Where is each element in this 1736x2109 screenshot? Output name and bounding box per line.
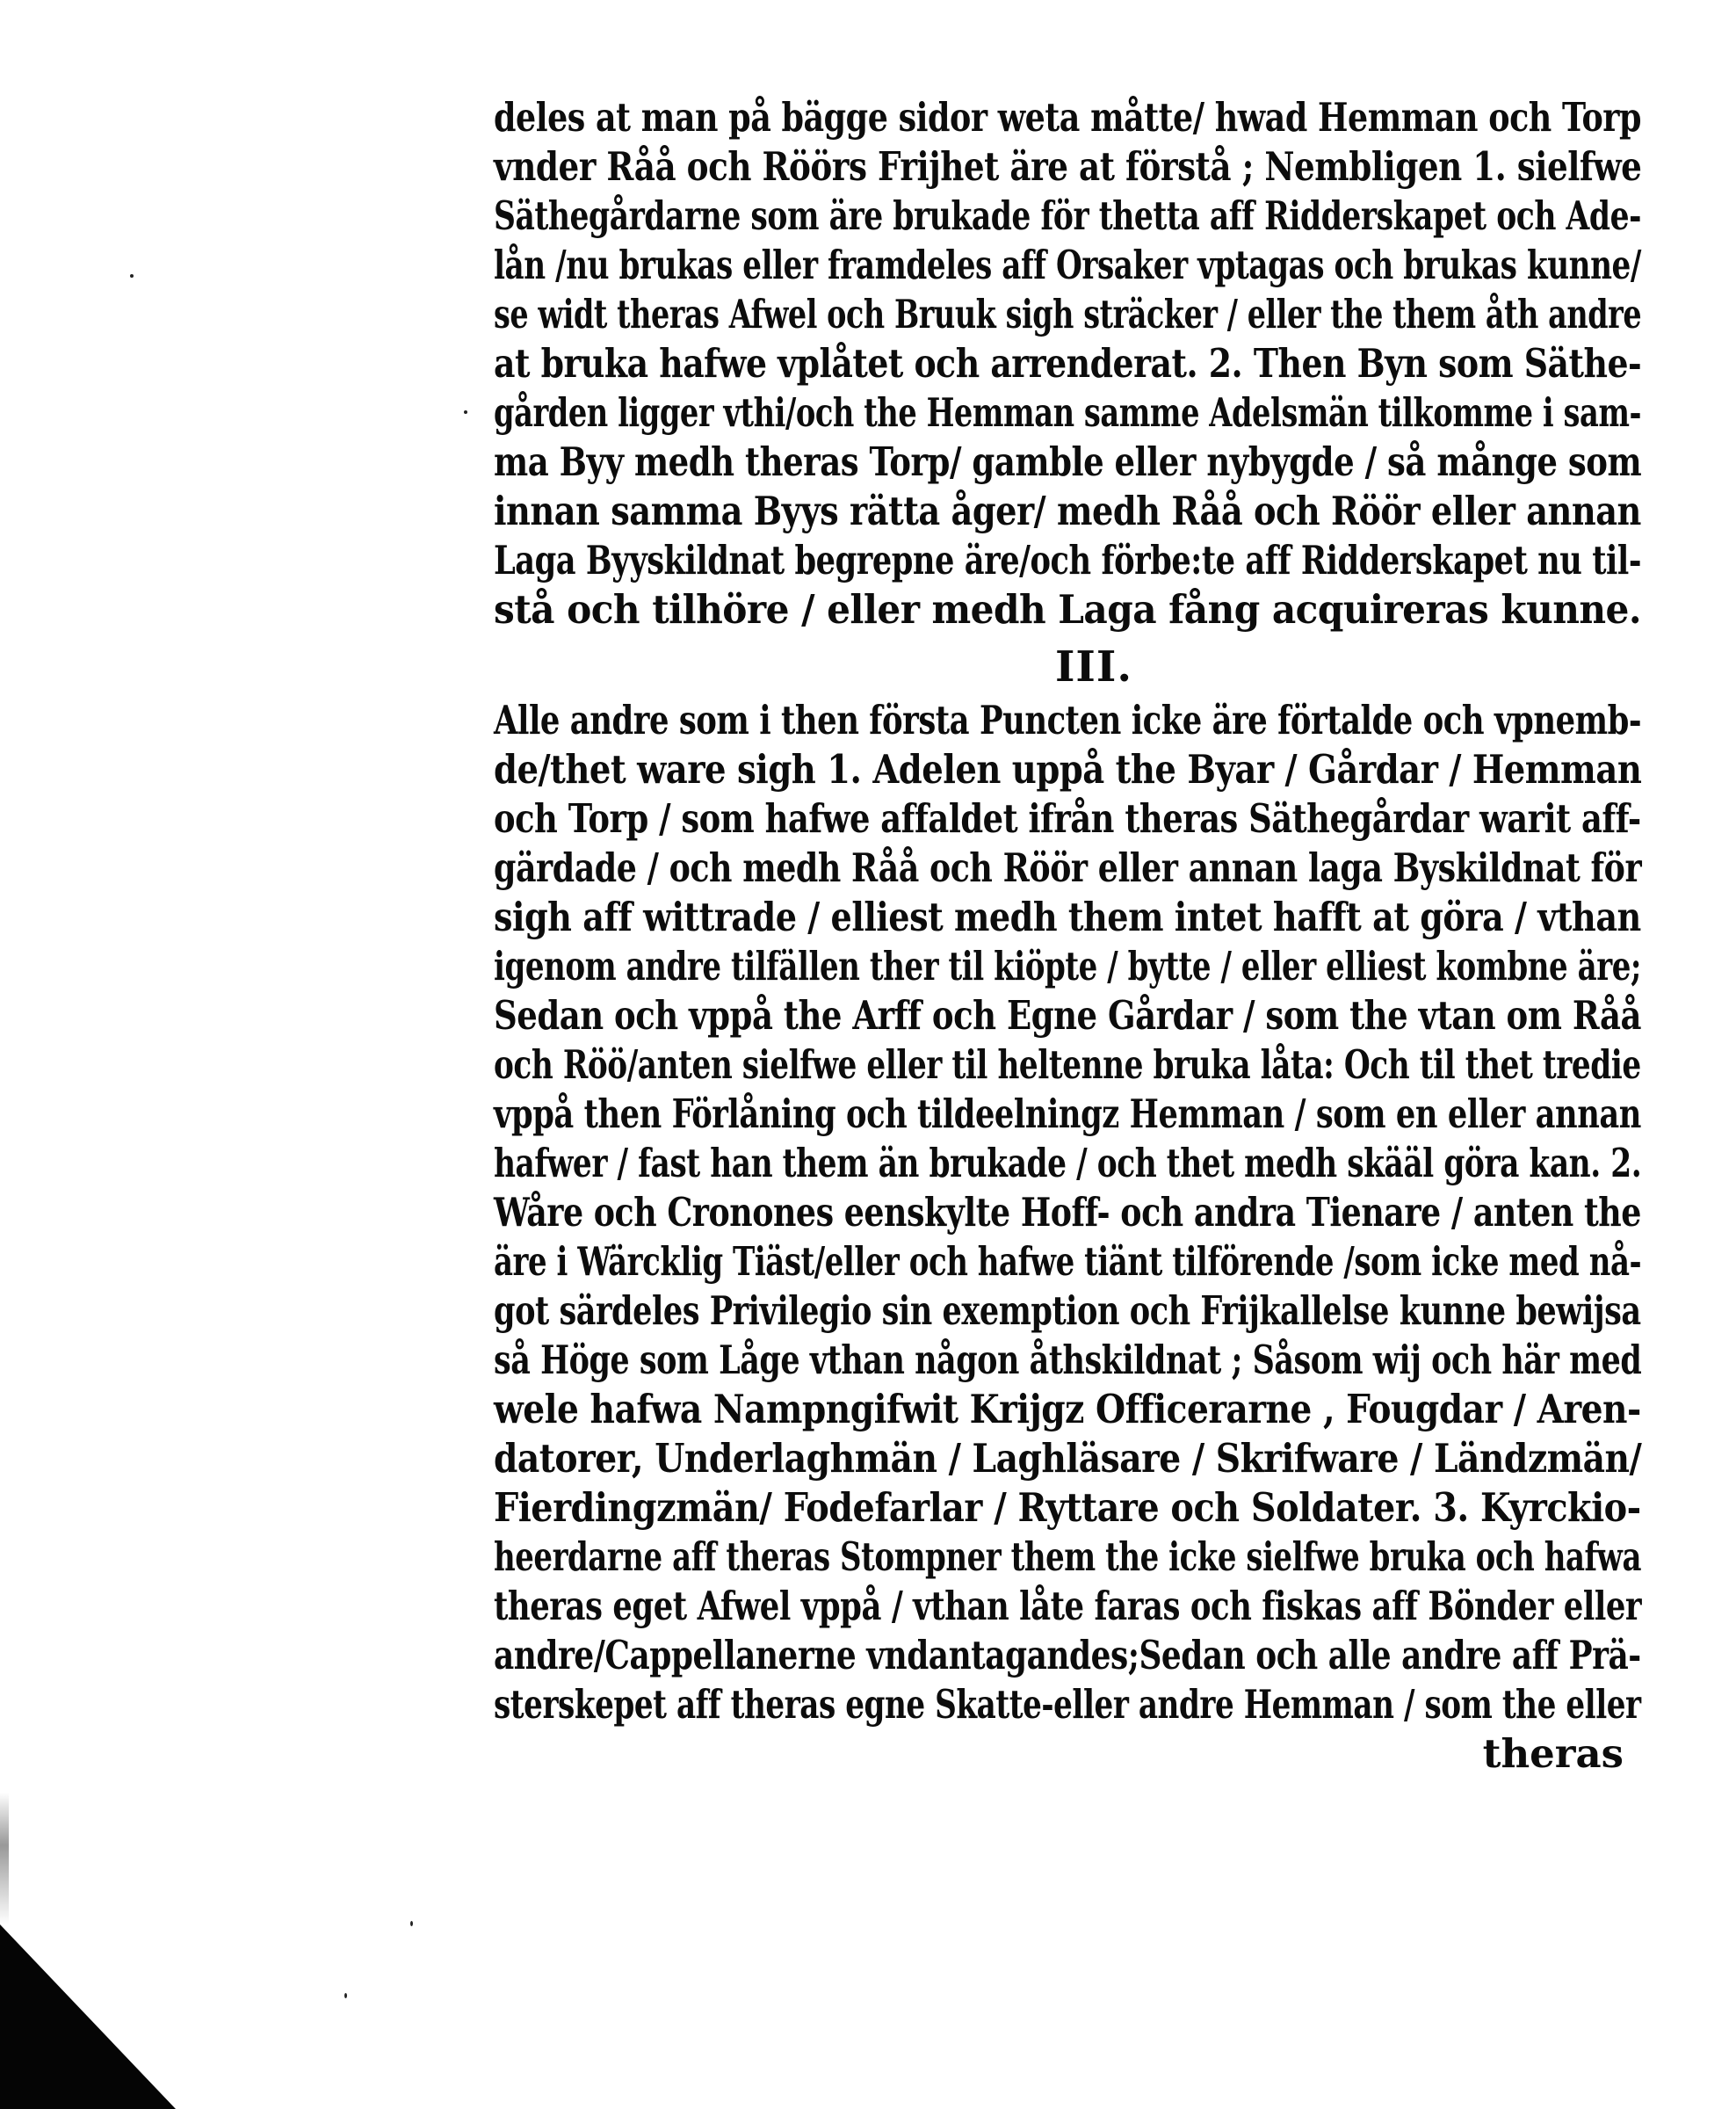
text-line: Sedan och vppå the Arff och Egne Gårdar / som the vtan om Råå xyxy=(494,992,1641,1039)
text-line: Laga Byyskildnat begrepne äre/och förbe:te aff Ridderskapet nu til- xyxy=(494,537,1641,583)
text-line: Wåre och Cronones eenskylte Hoff- och andra Tienare / anten the xyxy=(494,1189,1641,1236)
text-line: hafwer / fast han them än brukade / och thet medh skääl göra kan. 2. xyxy=(494,1140,1642,1186)
text-line: igenom andre tilfällen ther til kiöpte / bytte / eller elliest kombne äre; xyxy=(494,943,1642,989)
text-line: got särdeles Privilegio sin exemption och Frijkallelse kunne bewijsa xyxy=(494,1287,1641,1334)
text-line: lån /nu brukas eller framdeles aff Orsaker vptagas och brukas kunne/ xyxy=(494,242,1641,288)
ink-speck xyxy=(344,1993,347,1998)
text-line: ma Byy medh theras Torp/ gamble eller nybygde / så månge som xyxy=(494,438,1642,485)
text-line: vnder Råå och Röörs Frijhet äre at förstå ; Nembligen 1. sielfwe xyxy=(494,143,1642,190)
ink-speck xyxy=(130,274,134,278)
text-line: Fierdingzmän/ Fodefarlar / Ryttare och Soldater. 3. Kyrckio- xyxy=(494,1484,1641,1531)
text-line: gården ligger vthi/och the Hemman samme Adelsmän tilkomme i sam- xyxy=(494,389,1642,436)
text-line: sterskepet aff theras egne Skatte-eller andre Hemman / som the eller xyxy=(494,1681,1641,1728)
ink-speck xyxy=(464,410,467,414)
text-line: heerdarne aff theras Stompner them the icke sielfwe bruka och hafwa xyxy=(494,1533,1642,1580)
text-line: äre i Wärcklig Tiäst/eller och hafwe tiänt tilförende /som icke med nå- xyxy=(494,1238,1642,1285)
text-line: stå och tilhöre / eller medh Laga fång acquireras kunne. xyxy=(494,586,1641,633)
text-line: at bruka hafwe vplåtet och arrenderat. 2. Then Byn som Säthe- xyxy=(494,340,1642,387)
text-line: se widt theras Afwel och Bruuk sigh sträcker / eller the them åth andre xyxy=(494,291,1642,337)
text-line: deles at man på bägge sidor weta måtte/ hwad Hemman och Torp xyxy=(494,94,1642,141)
text-line: sigh aff wittrade / elliest medh them intet hafft at göra / vthan xyxy=(494,894,1641,940)
catchword: theras xyxy=(1482,1730,1624,1777)
section-heading: III. xyxy=(1054,642,1133,692)
text-line: andre/Cappellanerne vndantagandes;Sedan och alle andre aff Prä- xyxy=(494,1632,1641,1678)
ink-speck xyxy=(410,1921,413,1926)
text-line: Säthegårdarne som äre brukade för thetta aff Ridderskapet och Ade- xyxy=(494,192,1641,239)
text-line: Alle andre som i then första Puncten icke äre förtalde och vpnemb- xyxy=(494,697,1642,743)
text-line: gärdade / och medh Råå och Röör eller annan laga Byskildnat för xyxy=(494,844,1642,891)
text-line: vppå then Förlåning och tildeelningz Hemman / som en eller annan xyxy=(494,1091,1641,1137)
text-line: de/thet ware sigh 1. Adelen uppå the Byar / Gårdar / Hemman xyxy=(494,746,1642,793)
page-text-block xyxy=(494,93,1641,1779)
text-line: datorer, Underlaghmän / Laghläsare / Skrifware / Ländzmän/ xyxy=(494,1435,1642,1482)
text-line: innan samma Byys rätta åger/ medh Råå och Röör eller annan xyxy=(494,488,1641,534)
spine-edge xyxy=(0,1793,9,1924)
text-line: och Röö/anten sielfwe eller til heltenne bruka låta: Och til thet tredie xyxy=(494,1041,1641,1088)
page-corner-shadow xyxy=(0,1924,176,2109)
text-line: wele hafwa Nampngifwit Krijgz Officerarne , Fougdar / Aren- xyxy=(494,1386,1641,1432)
text-line: så Höge som Låge vthan någon åthskildnat ; Såsom wij och här med xyxy=(494,1337,1642,1383)
text-line: och Torp / som hafwe affaldet ifrån theras Säthegårdar warit aff- xyxy=(494,795,1641,842)
text-line: theras eget Afwel vppå / vthan låte faras och fiskas aff Bönder eller xyxy=(494,1583,1642,1629)
